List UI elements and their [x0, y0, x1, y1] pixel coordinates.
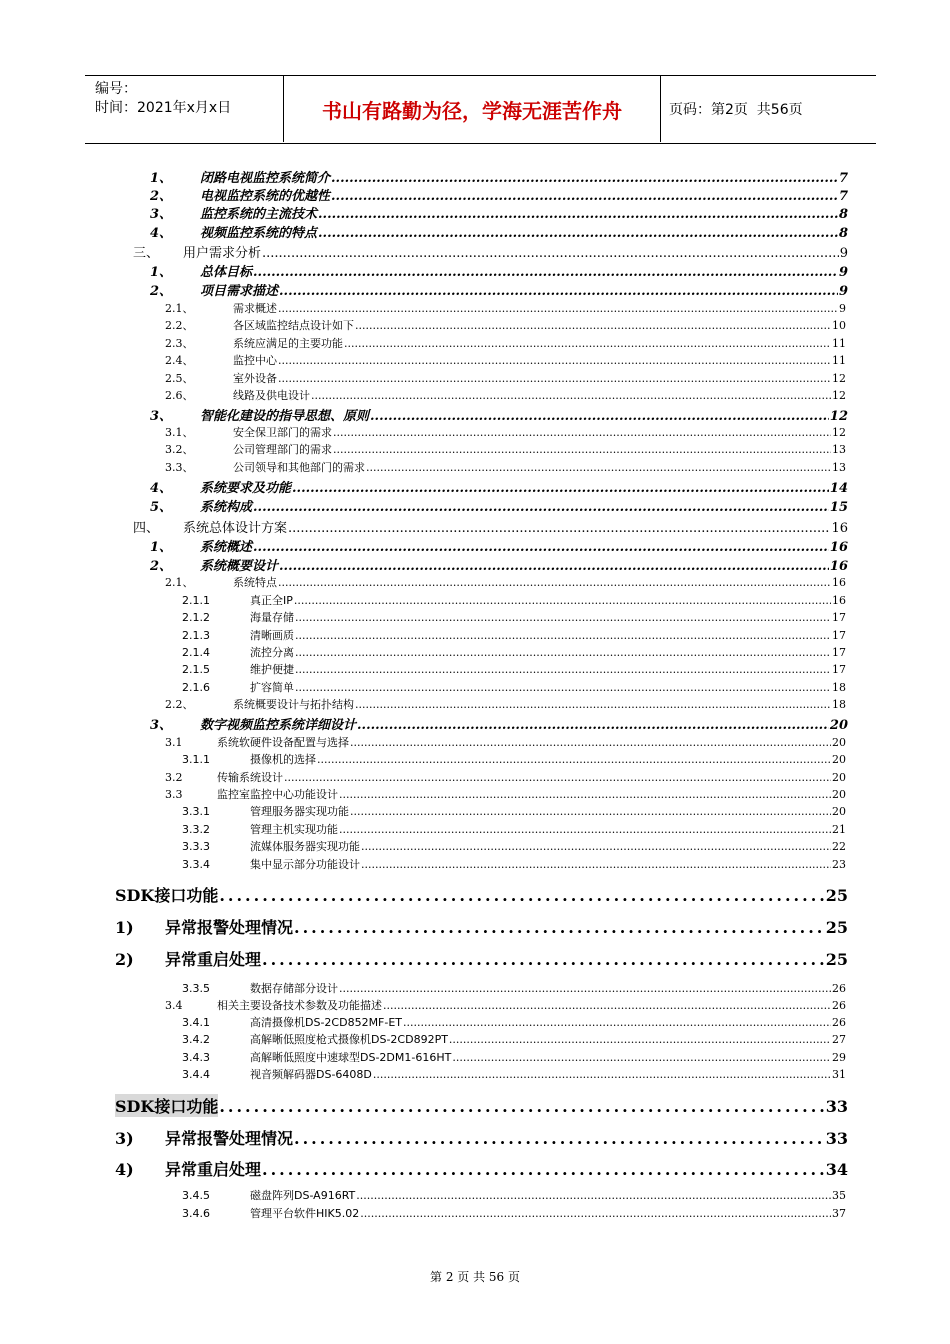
toc-entry[interactable]	[115, 883, 848, 906]
toc-leader-dots	[219, 886, 824, 905]
toc-entry-title: 传输系统设计	[217, 771, 283, 784]
toc-leader-dots	[449, 1033, 831, 1046]
toc-entry[interactable]	[165, 441, 846, 457]
toc-entry-title: 监控系统的主流技术	[200, 207, 318, 222]
toc-entry-page: 9	[839, 246, 848, 261]
toc-leader-dots	[452, 1051, 831, 1064]
toc-entry-page: 18	[832, 681, 846, 694]
toc-entry-page: 12	[832, 426, 846, 439]
toc-entry-page: 12	[832, 372, 846, 385]
toc-entry[interactable]	[182, 679, 846, 695]
toc-entry[interactable]	[115, 947, 848, 970]
toc-entry-page: 34	[825, 1160, 848, 1179]
toc-leader-dots	[356, 1189, 831, 1202]
toc-entry-page: 33	[825, 1097, 848, 1116]
toc-entry[interactable]	[165, 317, 846, 333]
page-header	[85, 75, 876, 144]
toc-entry-page: 9	[838, 284, 848, 299]
toc-entry-page: 9	[838, 265, 848, 280]
toc-leader-dots	[317, 753, 831, 766]
toc-entry-number: 2.1.3	[182, 629, 210, 642]
toc-entry-number: 5、	[150, 500, 173, 515]
toc-entry[interactable]	[115, 915, 848, 938]
toc-leader-dots	[284, 771, 831, 784]
toc-leader-dots	[295, 681, 831, 694]
toc-entry[interactable]	[150, 167, 848, 186]
toc-entry-number: 2.5、	[165, 372, 194, 385]
toc-entry[interactable]	[165, 300, 846, 316]
toc-leader-dots	[339, 982, 831, 995]
toc-entry-number: 3)	[115, 1129, 134, 1148]
toc-entry[interactable]	[115, 1126, 848, 1149]
toc-entry[interactable]	[150, 261, 848, 280]
toc-entry-page: 12	[829, 409, 848, 424]
toc-entry-number: 2.2、	[165, 698, 194, 711]
toc-entry-title: 室外设备	[233, 372, 277, 385]
toc-entry-number: 3.4.5	[182, 1189, 210, 1202]
toc-entry-title: 摄像机的选择	[250, 753, 316, 766]
toc-entry[interactable]	[150, 477, 848, 496]
toc-entry-title: 系统特点	[233, 576, 277, 589]
toc-entry-number: 四、	[133, 521, 160, 536]
toc-entry-number: 3.3.2	[182, 823, 210, 836]
toc-entry-title: 总体目标	[200, 265, 253, 280]
toc-entry-title: 项目需求描述	[200, 284, 279, 299]
toc-entry-number: 2.1.2	[182, 611, 210, 624]
toc-leader-dots	[333, 426, 831, 439]
toc-entry-number: 4、	[150, 481, 173, 496]
toc-entry[interactable]	[182, 592, 846, 608]
toc-entry-page: 20	[832, 771, 846, 784]
toc-entry-page: 16	[829, 559, 848, 574]
toc-entry-title: 数字视频监控系统详细设计	[200, 718, 357, 733]
toc-entry[interactable]	[182, 644, 846, 660]
toc-entry-page: 17	[832, 663, 846, 676]
toc-entry-number: 2)	[115, 950, 134, 969]
toc-entry[interactable]	[165, 696, 846, 712]
toc-entry-title: 系统软硬件设备配置与选择	[217, 736, 349, 749]
toc-entry-page: 16	[831, 521, 848, 536]
toc-entry-title: 管理平台软件HIK5.02	[250, 1207, 360, 1220]
toc-entry-title: 系统概要设计	[200, 559, 279, 574]
toc-entry-page: 7	[838, 171, 848, 186]
toc-leader-dots	[294, 1129, 825, 1148]
toc-entry-title: SDK接口功能	[115, 886, 219, 905]
toc-entry[interactable]	[182, 1031, 846, 1047]
toc-entry-number: 3.4.2	[182, 1033, 210, 1046]
toc-entry-page: 12	[832, 389, 846, 402]
toc-leader-dots	[383, 999, 831, 1012]
toc-leader-dots	[311, 389, 831, 402]
toc-leader-dots	[278, 354, 831, 367]
toc-entry-page: 13	[832, 443, 846, 456]
toc-entry-title: 视音频解码器DS-6408D	[250, 1068, 372, 1081]
toc-entry-page: 16	[829, 540, 848, 555]
toc-entry-page: 35	[832, 1189, 846, 1202]
toc-entry-title: 监控中心	[233, 354, 277, 367]
toc-leader-dots	[318, 207, 838, 222]
toc-entry[interactable]	[165, 997, 846, 1013]
toc-entry[interactable]	[165, 335, 846, 351]
toc-entry-title: 安全保卫部门的需求	[233, 426, 332, 439]
toc-entry-page: 11	[832, 337, 846, 350]
toc-entry-number: 2.1.6	[182, 681, 210, 694]
header-page-info: 页码：第2页 共56页	[669, 102, 803, 118]
toc-entry-title: 高解晰低照度枪式摄像机DS-2CD892PT	[250, 1033, 448, 1046]
toc-entry-page: 8	[838, 226, 848, 241]
toc-entry[interactable]	[182, 980, 846, 996]
toc-entry-number: 3.4.1	[182, 1016, 210, 1029]
toc-entry-title: 管理服务器实现功能	[250, 805, 349, 818]
toc-leader-dots	[357, 718, 829, 733]
toc-entry[interactable]	[150, 536, 848, 555]
toc-entry[interactable]	[182, 1205, 846, 1221]
toc-leader-dots	[355, 698, 831, 711]
toc-entry-number: 3、	[150, 409, 173, 424]
toc-entry[interactable]	[182, 661, 846, 677]
toc-entry[interactable]	[165, 370, 846, 386]
toc-leader-dots	[279, 284, 838, 299]
toc-entry-title: 异常报警处理情况	[165, 918, 294, 937]
toc-entry[interactable]	[182, 803, 846, 819]
toc-entry-page: 20	[832, 753, 846, 766]
toc-entry-number: 4、	[150, 226, 173, 241]
toc-entry-page: 33	[825, 1129, 848, 1148]
toc-entry-title: 集中显示部分功能设计	[250, 858, 360, 871]
toc-leader-dots	[295, 611, 831, 624]
toc-leader-dots	[295, 646, 831, 659]
toc-entry-page: 20	[832, 805, 846, 818]
toc-entry-number: 1、	[150, 265, 173, 280]
toc-entry-title: 异常报警处理情况	[165, 1129, 294, 1148]
toc-entry-title: 用户需求分析	[183, 246, 262, 261]
toc-entry-title: 闭路电视监控系统简介	[200, 171, 331, 186]
toc-entry-title: 公司领导和其他部门的需求	[233, 461, 365, 474]
toc-entry-title: 异常重启处理	[165, 950, 262, 969]
toc-entry-page: 7	[838, 189, 848, 204]
toc-leader-dots	[253, 540, 829, 555]
toc-entry-number: 1)	[115, 918, 134, 937]
toc-entry[interactable]	[182, 821, 846, 837]
toc-entry-number: 2、	[150, 559, 173, 574]
toc-entry-page: 11	[832, 354, 846, 367]
toc-entry[interactable]	[182, 838, 846, 854]
toc-leader-dots	[279, 559, 829, 574]
toc-entry-page: 20	[829, 718, 848, 733]
toc-entry[interactable]	[165, 352, 846, 368]
toc-leader-dots	[262, 1160, 825, 1179]
toc-leader-dots	[333, 443, 831, 456]
toc-entry-page: 10	[832, 319, 846, 332]
toc-entry-title: 需求概述	[233, 302, 277, 315]
toc-entry-number: 三、	[133, 246, 160, 261]
toc-entry-number: 2.1、	[165, 576, 194, 589]
toc-entry-number: 2.1、	[165, 302, 194, 315]
toc-entry-number: 4)	[115, 1160, 134, 1179]
toc-entry-number: 1、	[150, 171, 173, 186]
toc-entry[interactable]	[182, 609, 846, 625]
toc-entry-number: 2.1.4	[182, 646, 210, 659]
toc-entry-number: 3.4.4	[182, 1068, 210, 1081]
toc-entry-number: 3.3.4	[182, 858, 210, 871]
toc-entry-page: 25	[825, 918, 848, 937]
toc-entry[interactable]	[150, 405, 848, 424]
toc-entry[interactable]	[165, 734, 846, 750]
toc-entry-page: 31	[832, 1068, 846, 1081]
page-footer: 第 2 页 共 56 页	[430, 1270, 520, 1284]
toc-leader-dots	[403, 1016, 831, 1029]
toc-entry[interactable]	[150, 555, 848, 574]
toc-leader-dots	[219, 1097, 824, 1116]
toc-leader-dots	[253, 500, 829, 515]
toc-entry-number: 3.3	[165, 788, 183, 801]
toc-entry[interactable]	[115, 1094, 848, 1117]
toc-entry[interactable]	[150, 280, 848, 299]
toc-entry[interactable]	[115, 1157, 848, 1180]
toc-entry[interactable]	[182, 856, 846, 872]
toc-leader-dots	[294, 918, 825, 937]
toc-entry-page: 14	[829, 481, 848, 496]
toc-entry[interactable]	[150, 222, 848, 241]
toc-entry-number: 3.2	[165, 771, 183, 784]
toc-entry-number: 3.3.3	[182, 840, 210, 853]
toc-entry-number: 2.1.1	[182, 594, 210, 607]
toc-entry-number: 3.4	[165, 999, 183, 1012]
toc-entry-number: 3.2、	[165, 443, 194, 456]
toc-entry[interactable]	[182, 1014, 846, 1030]
toc-entry-number: 3.1.1	[182, 753, 210, 766]
toc-entry-page: 25	[825, 886, 848, 905]
toc-entry-title: 系统应满足的主要功能	[233, 337, 343, 350]
toc-entry-title: 管理主机实现功能	[250, 823, 338, 836]
toc-leader-dots	[331, 189, 838, 204]
toc-leader-dots	[350, 736, 831, 749]
toc-leader-dots	[339, 823, 831, 836]
toc-entry-title: 海量存储	[250, 611, 294, 624]
toc-entry-number: 3.3.1	[182, 805, 210, 818]
document-time: 时间：2021年x月x日	[95, 100, 232, 116]
toc-entry-title: 各区域监控结点设计如下	[233, 319, 354, 332]
toc-leader-dots	[292, 481, 829, 496]
toc-leader-dots	[295, 663, 831, 676]
toc-entry-title: 数据存储部分设计	[250, 982, 338, 995]
toc-leader-dots	[295, 629, 831, 642]
toc-entry-title: 相关主要设备技术参数及功能描述	[217, 999, 382, 1012]
toc-entry-title: 智能化建设的指导思想、原则	[200, 409, 370, 424]
toc-entry-title: 线路及供电设计	[233, 389, 310, 402]
toc-entry-number: 3.4.3	[182, 1051, 210, 1064]
toc-entry-title: 电视监控系统的优越性	[200, 189, 331, 204]
toc-leader-dots	[278, 372, 831, 385]
toc-entry-number: 2.6、	[165, 389, 194, 402]
toc-entry-page: 17	[832, 629, 846, 642]
toc-entry-page: 16	[832, 594, 846, 607]
toc-entry[interactable]	[133, 517, 848, 536]
toc-entry[interactable]	[182, 1049, 846, 1065]
toc-leader-dots	[253, 265, 838, 280]
toc-entry-page: 25	[825, 950, 848, 969]
toc-entry-number: 2.4、	[165, 354, 194, 367]
toc-entry-page: 17	[832, 646, 846, 659]
toc-entry-number: 3、	[150, 718, 173, 733]
toc-entry[interactable]	[182, 1187, 846, 1203]
toc-entry-title: 监控室监控中心功能设计	[217, 788, 338, 801]
toc-entry-number: 2.3、	[165, 337, 194, 350]
toc-entry[interactable]	[150, 714, 848, 733]
toc-entry-title: 高清摄像机DS-2CD852MF-ET	[250, 1016, 403, 1029]
toc-entry-number: 3.3.5	[182, 982, 210, 995]
toc-entry[interactable]	[165, 459, 846, 475]
document-number-label: 编号：	[95, 81, 137, 97]
toc-entry[interactable]	[133, 242, 848, 261]
toc-leader-dots	[288, 521, 830, 536]
toc-entry[interactable]	[150, 203, 848, 222]
toc-entry-page: 21	[832, 823, 846, 836]
toc-entry-page: 18	[832, 698, 846, 711]
toc-leader-dots	[360, 1207, 831, 1220]
toc-entry[interactable]	[182, 627, 846, 643]
toc-entry-title: 磁盘阵列DS-A916RT	[250, 1189, 356, 1202]
toc-entry-page: 9	[839, 302, 846, 315]
toc-leader-dots	[262, 246, 839, 261]
toc-leader-dots	[355, 319, 831, 332]
toc-entry-page: 15	[829, 500, 848, 515]
toc-entry-page: 37	[832, 1207, 846, 1220]
toc-entry-title: 清晰画质	[250, 629, 294, 642]
toc-entry-title: 系统总体设计方案	[183, 521, 288, 536]
toc-entry-page: 20	[832, 788, 846, 801]
toc-entry[interactable]	[150, 496, 848, 515]
toc-entry-title: 扩容简单	[250, 681, 294, 694]
header-left	[95, 80, 231, 118]
toc-entry-title: 系统概要设计与拓扑结构	[233, 698, 354, 711]
toc-leader-dots	[262, 950, 825, 969]
toc-entry-title: 高解晰低照度中速球型DS-2DM1-616HT	[250, 1051, 452, 1064]
toc-entry[interactable]	[150, 185, 848, 204]
toc-entry-title: SDK接口功能	[115, 1094, 218, 1117]
toc-entry-number: 3.1、	[165, 426, 194, 439]
toc-entry-page: 20	[832, 736, 846, 749]
toc-entry[interactable]	[165, 387, 846, 403]
toc-entry[interactable]	[165, 574, 846, 590]
toc-entry-page: 16	[832, 576, 846, 589]
toc-entry-title: 流控分离	[250, 646, 294, 659]
toc-entry-page: 29	[832, 1051, 846, 1064]
toc-entry-title: 系统要求及功能	[200, 481, 292, 496]
toc-leader-dots	[278, 302, 838, 315]
toc-entry-page: 8	[838, 207, 848, 222]
toc-entry-title: 公司管理部门的需求	[233, 443, 332, 456]
toc-entry-page: 26	[832, 982, 846, 995]
toc-entry-number: 1、	[150, 540, 173, 555]
toc-leader-dots	[294, 594, 831, 607]
toc-entry-title: 异常重启处理	[165, 1160, 262, 1179]
toc-entry-page: 27	[832, 1033, 846, 1046]
toc-entry-number: 2、	[150, 284, 173, 299]
toc-leader-dots	[331, 171, 838, 186]
toc-entry-title: 真正全IP	[250, 594, 293, 607]
toc-leader-dots	[373, 1068, 831, 1081]
toc-entry[interactable]	[165, 786, 846, 802]
toc-entry-page: 26	[832, 999, 846, 1012]
toc-leader-dots	[278, 576, 831, 589]
header-motto: 书山有路勤为径，学海无涯苦作舟	[283, 76, 661, 142]
toc-entry-number: 3、	[150, 207, 173, 222]
toc-leader-dots	[339, 788, 831, 801]
toc-leader-dots	[366, 461, 831, 474]
toc-leader-dots	[370, 409, 829, 424]
toc-leader-dots	[318, 226, 838, 241]
toc-entry-number: 2.1.5	[182, 663, 210, 676]
toc-entry-page: 23	[832, 858, 846, 871]
toc-leader-dots	[350, 805, 831, 818]
toc-entry-number: 3.4.6	[182, 1207, 210, 1220]
toc-entry-title: 系统概述	[200, 540, 253, 555]
toc-entry-title: 视频监控系统的特点	[200, 226, 318, 241]
toc-entry-number: 2.2、	[165, 319, 194, 332]
toc-entry[interactable]	[182, 1066, 846, 1082]
toc-leader-dots	[361, 840, 831, 853]
toc-entry[interactable]	[165, 769, 846, 785]
toc-entry[interactable]	[165, 424, 846, 440]
toc-entry-title: 维护便捷	[250, 663, 294, 676]
toc-entry-page: 17	[832, 611, 846, 624]
toc-leader-dots	[344, 337, 831, 350]
toc-leader-dots	[361, 858, 831, 871]
toc-entry-page: 26	[832, 1016, 846, 1029]
toc-entry-number: 3.3、	[165, 461, 194, 474]
toc-entry-title: 系统构成	[200, 500, 253, 515]
toc-entry-page: 13	[832, 461, 846, 474]
toc-entry-number: 2、	[150, 189, 173, 204]
toc-entry-number: 3.1	[165, 736, 183, 749]
toc-entry[interactable]	[182, 751, 846, 767]
toc-entry-page: 22	[832, 840, 846, 853]
toc-entry-title: 流媒体服务器实现功能	[250, 840, 360, 853]
